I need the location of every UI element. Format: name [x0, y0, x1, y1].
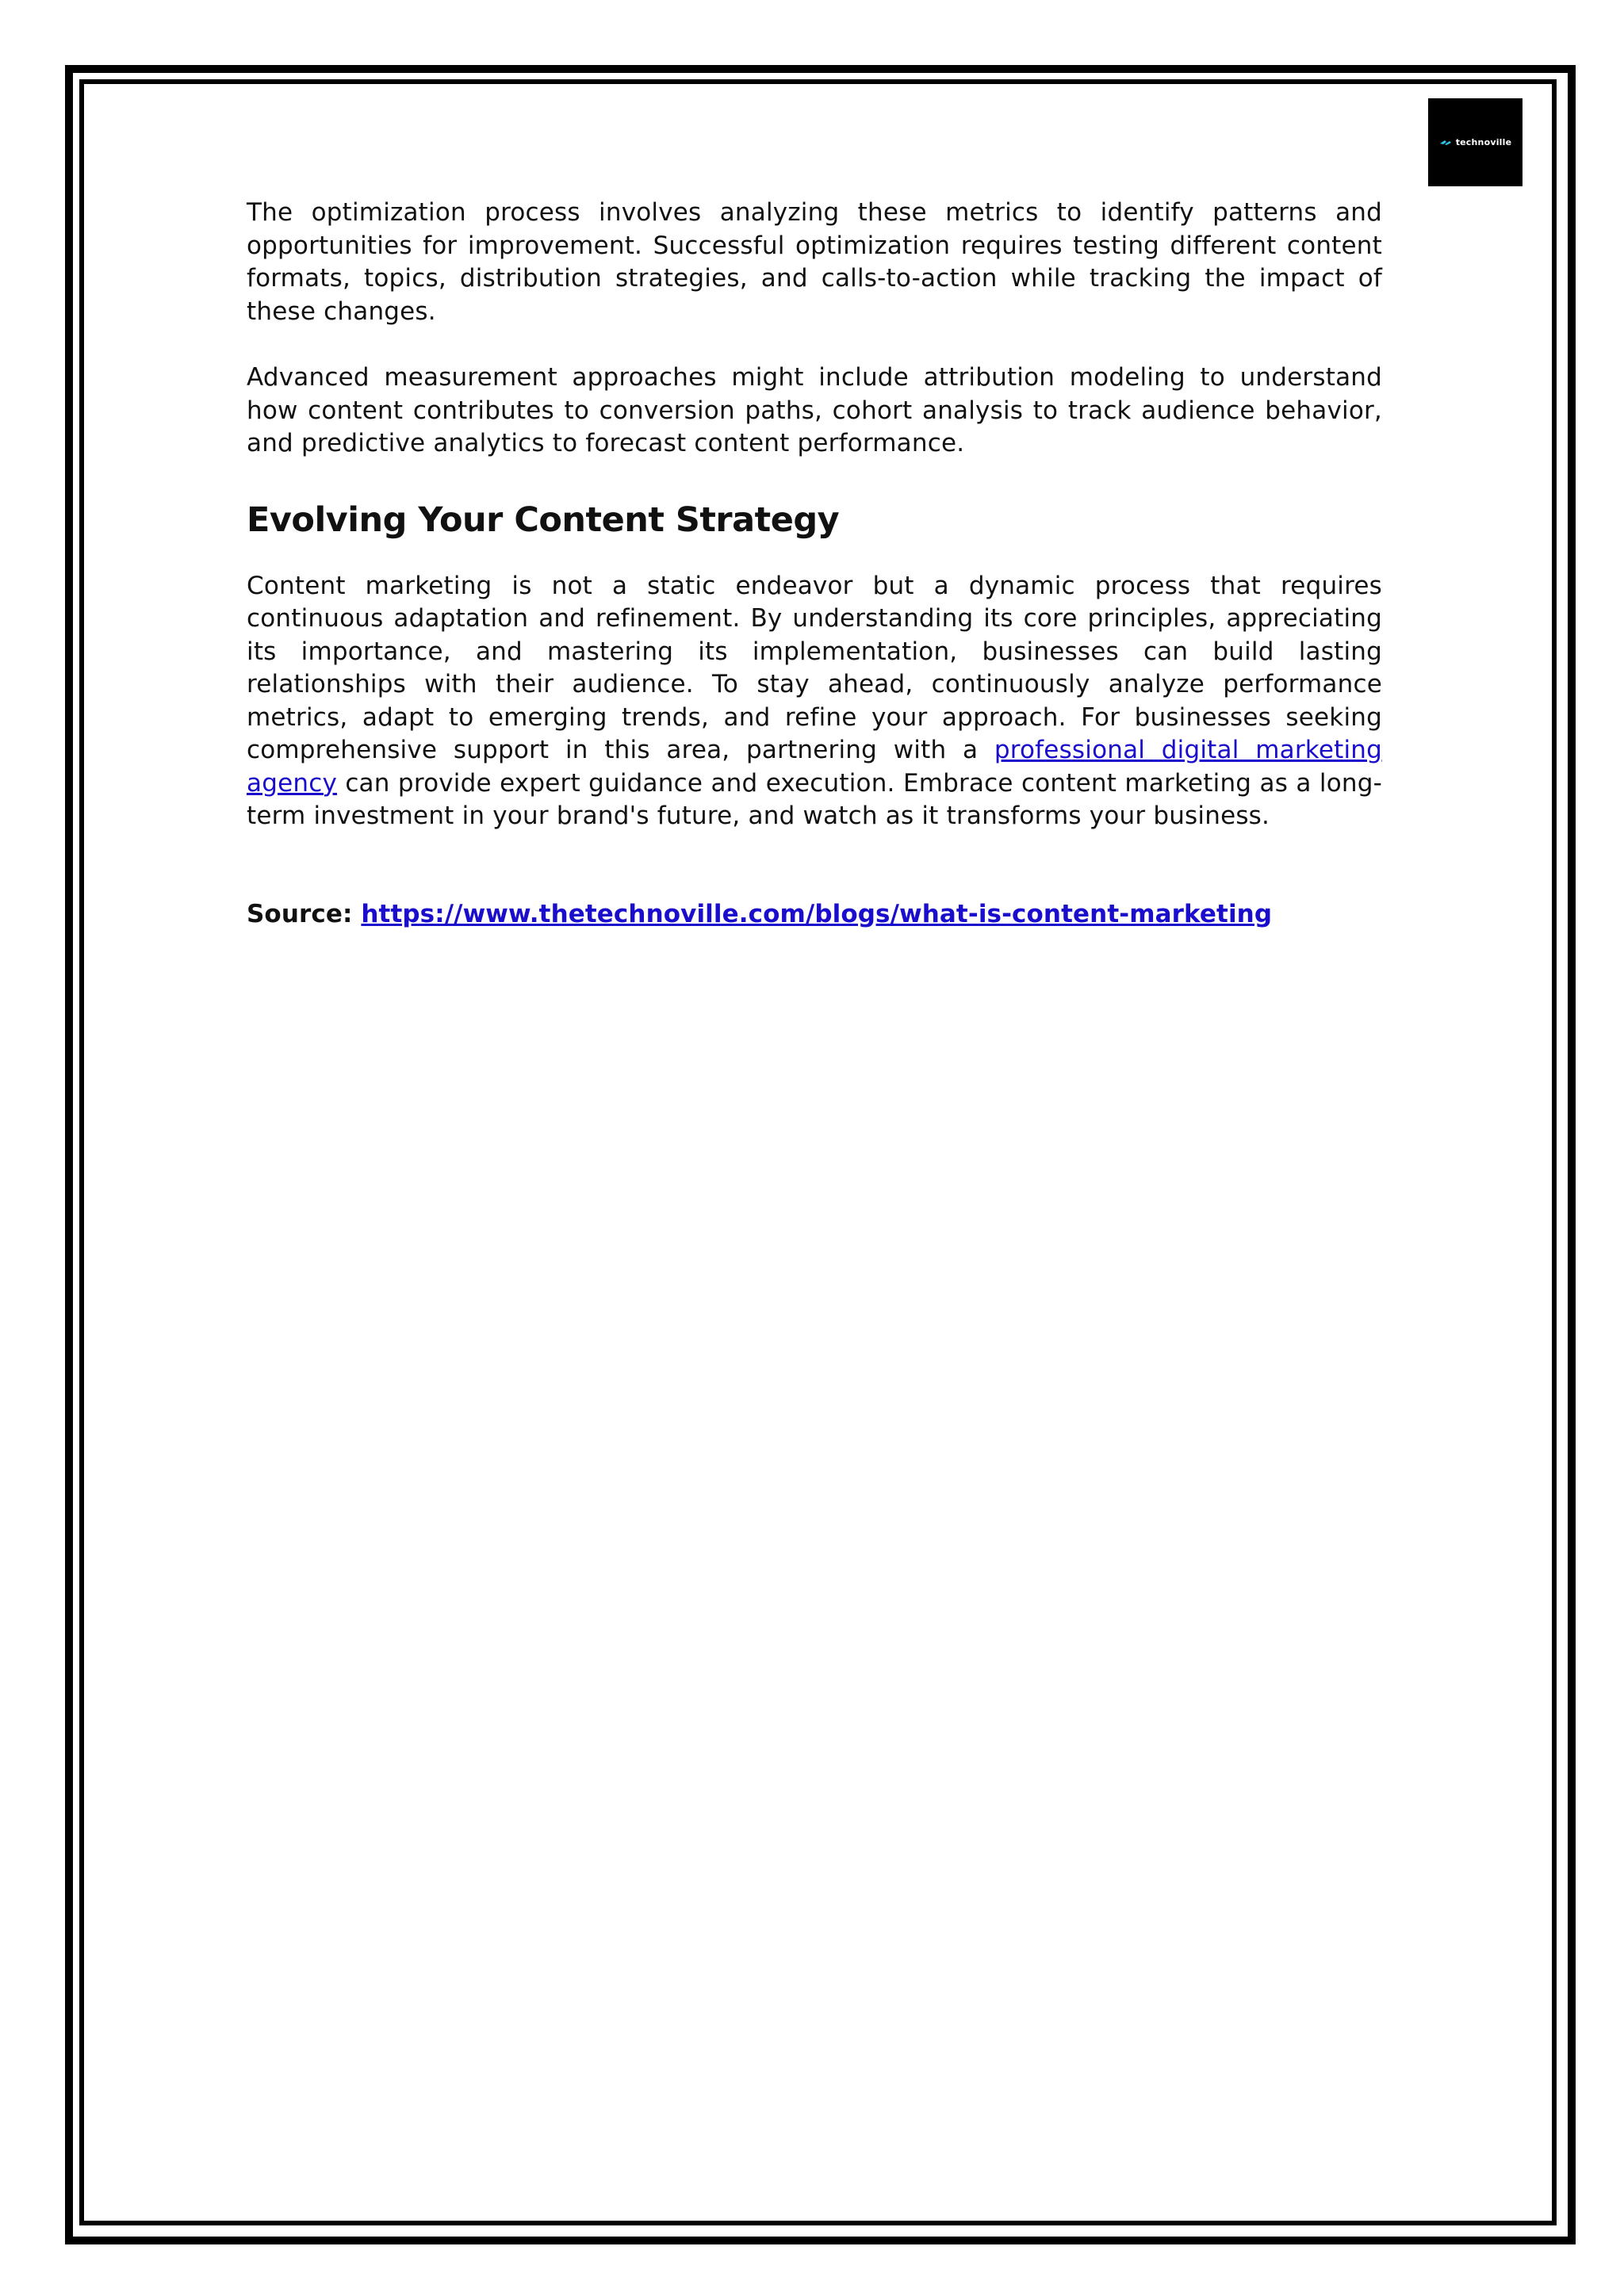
logo-wordmark: technoville [1455, 137, 1512, 147]
source-link[interactable]: https://www.thetechnoville.com/blogs/what-is-content-marketing [361, 899, 1273, 928]
paragraph-optimization: The optimization process involves analyzing these metrics to identify patterns and opportunities for improvement. Successful optimization requires testing different content formats, topics, distribution strategies, and calls-to-action while tracking the impact of these changes. [247, 198, 1382, 326]
source-line [247, 898, 1382, 932]
paragraph-text-before-link: Content marketing is not a static endeavor but a dynamic process that requires continuous adaptation and refinement. By understanding its core principles, appreciating its importance, and mastering its implementation, businesses can build lasting relationships with their audience. To stay ahead, continuously analyze performance metrics, adapt to emerging trends, and refine your approach. For businesses seeking comprehensive support in this area, partnering with a [247, 571, 1382, 764]
technoville-logo [1428, 98, 1522, 186]
source-label: Source: [247, 899, 362, 928]
paragraph-text-after-link: can provide expert guidance and execution. Embrace content marketing as a long-term investment in your brand's future, and watch as it transforms your business. [247, 768, 1382, 830]
technoville-logo-icon [1439, 139, 1452, 147]
paragraph-measurement: Advanced measurement approaches might include attribution modeling to understand how content contributes to conversion paths, cohort analysis to track audience behavior, and predictive analytics to forecast content performance. [247, 363, 1382, 457]
paragraph-evolving [247, 570, 1382, 833]
document-body [247, 197, 1382, 931]
agency-link[interactable]: professional digital marketing agency [247, 736, 1382, 798]
section-heading: Evolving Your Content Strategy [247, 499, 840, 540]
